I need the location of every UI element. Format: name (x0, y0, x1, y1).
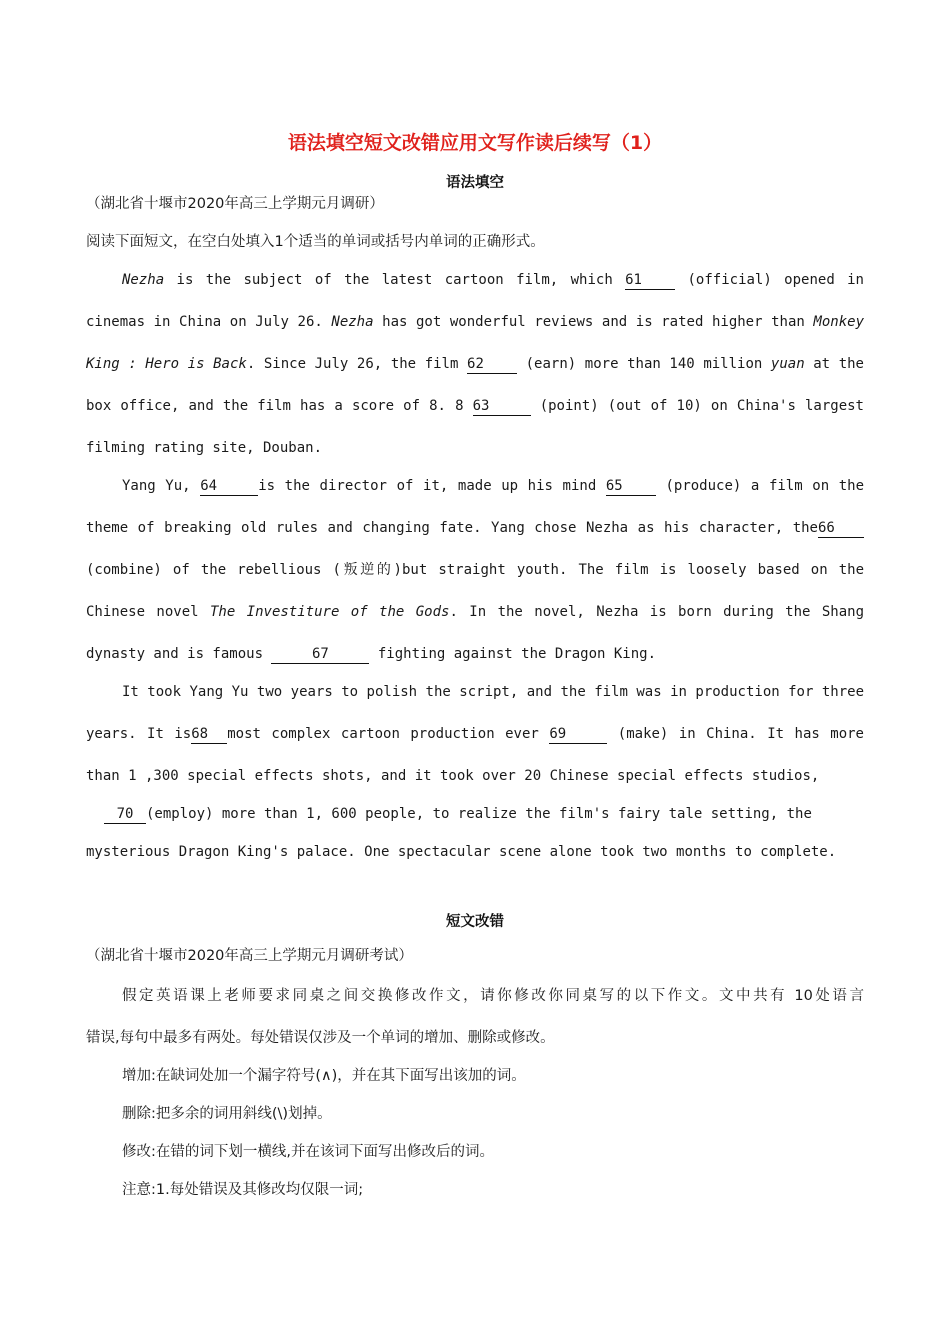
page-title: 语法填空短文改错应用文写作读后续写（1） (287, 132, 663, 154)
passage-line: filming rating site, Douban. (86, 440, 323, 456)
section-instruction: 阅读下面短文，在空白处填入1个适当的单词或括号内单词的正确形式。 (86, 234, 545, 250)
rule-modify: 修改:在错的词下划一横线,并在该词下面写出修改后的词。 (122, 1144, 494, 1160)
passage-line: mysterious Dragon King's palace. One spectacular scene alone took two months to complete. (86, 844, 837, 860)
novel-title: The Investiture of the Gods (209, 604, 450, 620)
passage-line: 70 (employ) more than 1, 600 people, to realize the film's fairy tale setting, the (104, 804, 864, 824)
blank-69[interactable]: 69 (549, 725, 607, 744)
blank-63[interactable]: 63 (473, 397, 531, 416)
rule-note: 注意:1.每处错误及其修改均仅限一词; (122, 1182, 364, 1198)
section-source: （湖北省十堰市2020年高三上学期元月调研考试） (86, 948, 413, 964)
blank-61[interactable]: 61 (625, 271, 675, 290)
blank-66[interactable]: 66 (818, 519, 864, 538)
section-source: （湖北省十堰市2020年高三上学期元月调研） (86, 196, 384, 212)
passage-line: Nezha is the subject of the latest cartoon film, which 61 (official) opened in (122, 272, 864, 288)
rule-delete: 删除:把多余的词用斜线(\)划掉。 (122, 1106, 332, 1122)
blank-65[interactable]: 65 (606, 477, 656, 496)
blank-67[interactable]: 67 (271, 645, 369, 664)
section-heading-grammar-fill: 语法填空 (446, 175, 504, 191)
passage-line: than 1 ,300 special effects shots, and it took over 20 Chinese special effects studios, (86, 768, 820, 784)
section-heading-error-correction: 短文改错 (446, 914, 504, 930)
passage-line: King : Hero is Back. Since July 26, the film 62 (earn) more than 140 million yuan at the (86, 356, 864, 372)
passage-line: Chinese novel The Investiture of the Gods. In the novel, Nezha is born during the Shang (86, 604, 864, 620)
blank-70[interactable]: 70 (104, 805, 146, 824)
blank-62[interactable]: 62 (467, 355, 517, 374)
passage-line: It took Yang Yu two years to polish the script, and the film was in production for three (122, 684, 864, 700)
film-title: Nezha (122, 272, 165, 288)
blank-64[interactable]: 64 (200, 477, 258, 496)
passage-line: dynasty and is famous 67 fighting against the Dragon King. (86, 646, 657, 662)
passage-line: years. It is68 most complex cartoon production ever 69 (make) in China. It has more (86, 726, 864, 742)
passage-line: box office, and the film has a score of 8. 8 63 (point) (out of 10) on China's largest (86, 398, 864, 414)
passage-line: (combine) of the rebellious (叛逆的)but straight youth. The film is loosely based on the (86, 562, 864, 578)
passage-line: theme of breaking old rules and changing fate. Yang chose Nezha as his character, the66 (86, 518, 864, 538)
passage-line: cinemas in China on July 26. Nezha has got wonderful reviews and is rated higher than Monkey (86, 314, 864, 330)
blank-68[interactable]: 68 (191, 725, 227, 744)
passage-line: Yang Yu, 64 is the director of it, made up his mind 65 (produce) a film on the (122, 478, 865, 494)
rule-add: 增加:在缺词处加一个漏字符号(∧)，并在其下面写出该加的词。 (122, 1068, 526, 1084)
instruction-line: 错误,每句中最多有两处。每处错误仅涉及一个单词的增加、删除或修改。 (86, 1030, 555, 1046)
instruction-line: 假定英语课上老师要求同桌之间交换修改作文，请你修改你同桌写的以下作文。文中共有 10处语言 (122, 988, 864, 1004)
